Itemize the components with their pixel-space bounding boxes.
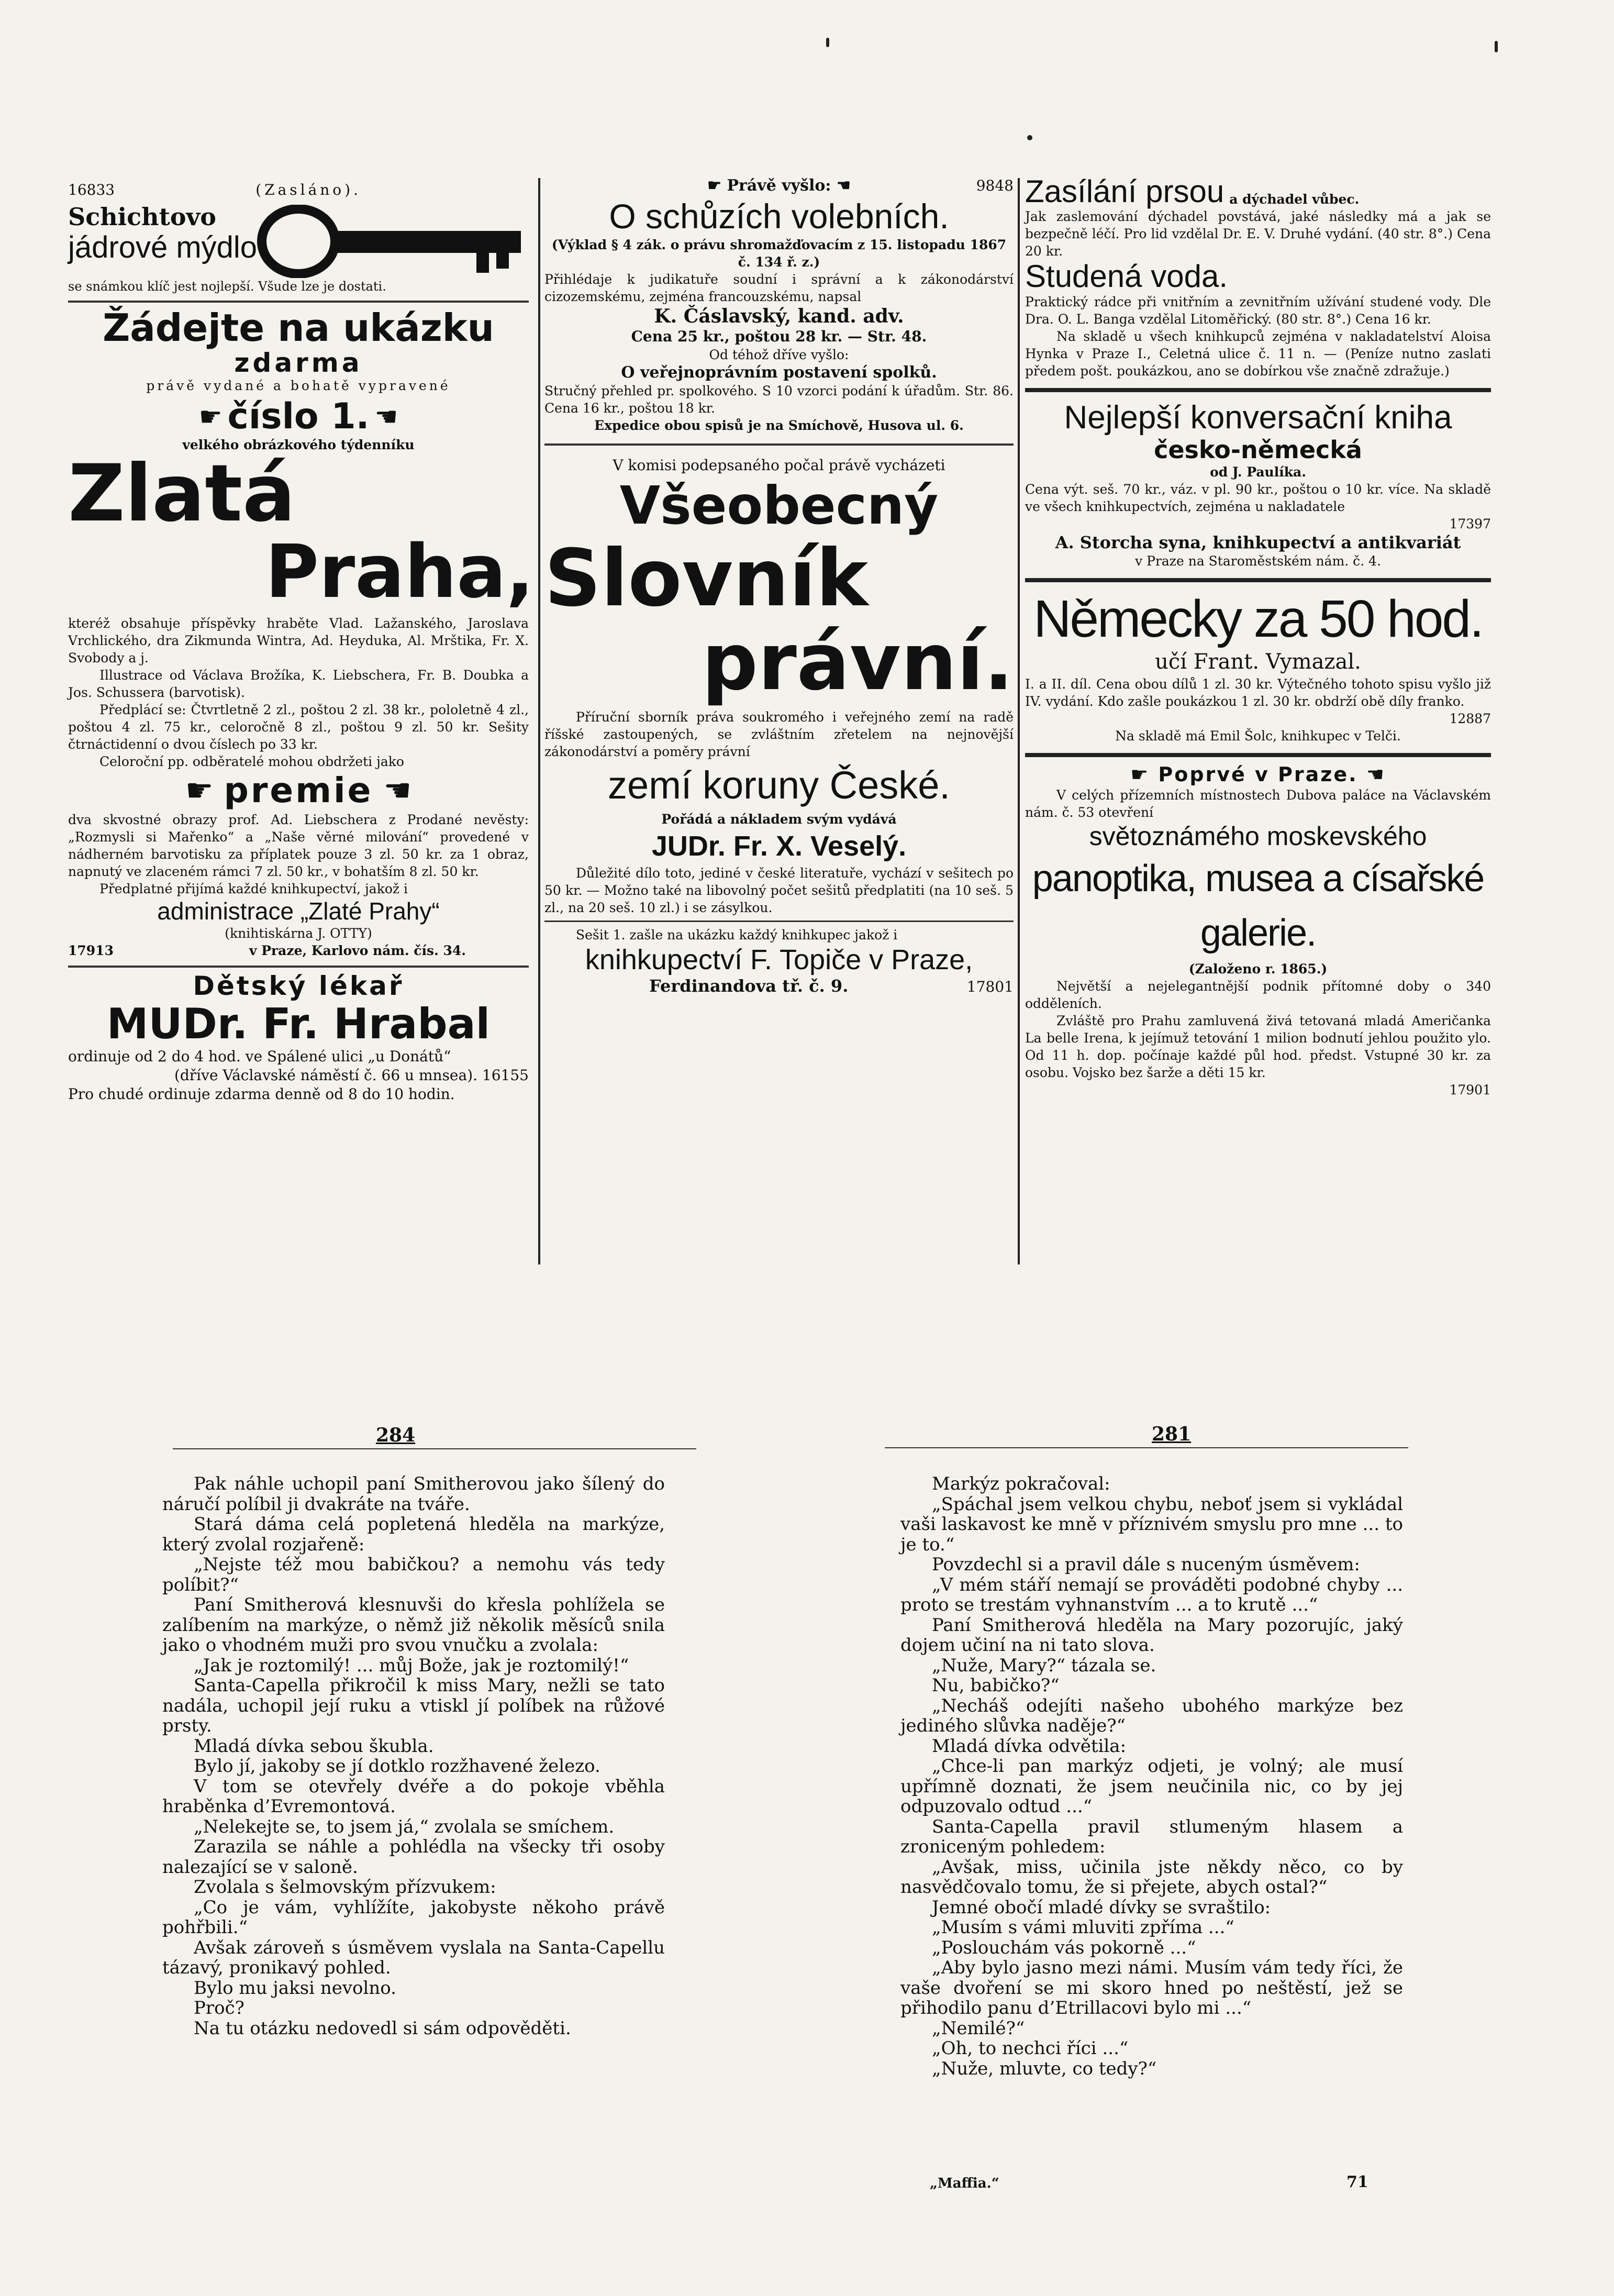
story-paragraph: Mladá dívka sebou škubla. [194, 1735, 434, 1757]
zas-text: Jak zaslemování dýchadel povstává, jaké následky má a jak se bezpečně léčí. Pro lid vzdělal Dr. E. V. Druhé vydání. (40 str. 8°.) Cena 20 kr. [1025, 209, 1491, 259]
footer-left: „Maffia.“ [930, 2176, 999, 2191]
story-rule [885, 1447, 1408, 1448]
story-paragraph: Paní Smitherová hleděla na Mary pozorujíc, jaký dojem učiní na ni tato slova. [900, 1614, 1403, 1656]
divider [1025, 388, 1491, 392]
doctor-line-2: (dříve Václavské náměstí č. 66 u mnsea). 16155 [174, 1067, 529, 1084]
story-paragraph: „Nuže, mluvte, co tedy?“ [932, 2058, 1157, 2079]
ad-tag: (Zasláno). [255, 181, 361, 198]
story-paragraph: „Nuže, Mary?“ tázala se. [932, 1655, 1156, 1676]
nem-title: Německy za 50 hod. [1033, 590, 1483, 648]
konv-address: v Praze na Staroměstském nám. č. 4. [1135, 553, 1381, 569]
story-paragraph: „Nelekejte se, to jsem já,“ zvolala se smíchem. [194, 1816, 615, 1837]
doctor-name: MUDr. Fr. Hrabal [106, 1000, 491, 1048]
pointing-hand-icon: ☛ [707, 176, 722, 195]
pan-text-2: Největší a nejelegantnější podnik přítomné doby o 340 odděleních. [1025, 979, 1491, 1011]
konv-title: Nejlepší konversační kniha [1064, 400, 1452, 436]
weekly-label: velkého obrázkového týdenníku [182, 437, 415, 452]
soap-note: se snámkou klíč jest nojlepší. Všude lze je dostati. [68, 279, 386, 294]
premie-text: dva skvostné obrazy prof. Ad. Liebschera z Prodané nevěsty: „Rozmysli si Mařenko“ a „Naše věrné milování“ provedené v nádherném barvotisku za příplatek pouze 3 zl. 50 kr. za 1 obraz, napnutý ve zlaceném rámci 7 zl. 50 kr., v bohatším 8 zl. 50 kr. [68, 812, 529, 879]
slovnik-title: Slovník [544, 533, 869, 624]
story-paragraph: „Necháš odejíti našeho ubohého markýze bez jediného slůvka naděje?“ [900, 1695, 1403, 1736]
story-paragraph: Jemné obočí mladé dívky se svraštilo: [932, 1896, 1271, 1918]
bookshop-name: knihkupectví F. Topiče v Praze, [585, 944, 973, 975]
story-right [900, 1474, 1403, 2079]
pan-founded: (Založeno r. 1865.) [1188, 961, 1328, 977]
story-paragraph: „Avšak, miss, učinila jste někdy něco, co by nasvědčovalo tomu, že si přejete, abych ostal?“ [900, 1856, 1403, 1898]
story-paragraph: Mladá dívka odvětila: [932, 1735, 1127, 1757]
story-paragraph: Avšak zároveň s úsměvem vyslala na Santa-Capellu tázavý, pronikavý pohled. [162, 1937, 665, 1978]
divider [544, 443, 1014, 446]
voda-text: Praktický rádce při vnitřním a zevnitřním užívání studené vody. Dle Dra. O. L. Banga vzdělal Litoměřický. (80 str. 8°.) Cena 16 kr. [1025, 294, 1491, 327]
street: Ferdinandova tř. č. 9. [649, 976, 849, 996]
admin-title: administrace „Zlaté Prahy“ [157, 897, 440, 925]
ad-number: 16833 [68, 181, 115, 198]
divider [68, 966, 529, 968]
page-number-left: 284 [376, 1424, 416, 1446]
zas-sub: a dýchadel vůbec. [1229, 192, 1360, 207]
pan-text-1: V celých přízemních místnostech Dubova paláce na Václavském nám. č. 53 otevření [1025, 787, 1491, 820]
story-paragraph: Markýz pokračoval: [932, 1473, 1110, 1494]
story-paragraph: Na tu otázku nedovedl si sám odpověděti. [194, 2017, 571, 2039]
pan-world: světoznámého moskevského [1089, 822, 1427, 851]
story-paragraph: „Poslouchám vás pokorně ...“ [932, 1937, 1196, 1958]
premie-title: premie [224, 770, 373, 811]
issue-number: číslo 1. [227, 396, 370, 437]
order-free: zdarma [234, 348, 363, 378]
story-paragraph: „Jak je roztomilý! ... můj Bože, jak je roztomilý!“ [194, 1655, 629, 1676]
vseobecny-title: Všeobecný [619, 475, 939, 536]
street-line [544, 976, 1014, 996]
story-paragraph: „Chce-li pan markýz odjeti, je volný; ale musí upřímně doznati, že jsem neučinila nic, co by jej odpuzovalo odtud ...“ [900, 1756, 1403, 1817]
ads-column-right [1025, 175, 1491, 1099]
issue-line [68, 397, 529, 436]
story-paragraph: Bylo jí, jakoby se jí dotklo rozžhavené železo. [194, 1756, 600, 1777]
story-paragraph: Nu, babičko?“ [932, 1675, 1060, 1696]
soap-ad [68, 199, 529, 278]
konv-price: Cena výt. seš. 70 kr., váz. v pl. 90 kr., poštou o 10 kr. více. Na skladě ve všech knihkupectvích, zejména u nakladatele [1025, 482, 1491, 514]
just-out-header [544, 175, 1014, 196]
story-paragraph: Zvolala s šelmovským přízvukem: [194, 1877, 496, 1898]
story-paragraph: Bylo mu jaksi nevolno. [194, 1977, 396, 1999]
ad-number: 17801 [966, 978, 1014, 995]
sample-text: Sešit 1. zašle na ukázku každý knihkupec jakož i [576, 927, 898, 942]
story-paragraph: „Spáchal jsem velkou chybu, neboť jsem si vykládal vaši laskavost ke mně v příznivém smyslu pro mne ... to je to.“ [900, 1493, 1403, 1555]
address: v Praze, Karlovo nám. čís. 34. [249, 943, 466, 958]
soap-ad-header [68, 181, 529, 199]
story-paragraph: Zarazila se náhle a pohlédla na všecky tři osoby nalezající se v saloně. [162, 1836, 665, 1878]
doctor-line-3: Pro chudé ordinuje zdarma denně od 8 do 10 hodin. [68, 1085, 455, 1103]
zas-header [1025, 175, 1491, 208]
story-paragraph: Proč? [194, 1998, 244, 2018]
manual-text: Příruční sborník práva soukromého i veřejného zemí na radě říšské zastoupených, se zvláštním zřetelem na nejnovější zákonodárství a poměry právní [544, 709, 1014, 759]
konv-sub: česko-německá [1154, 436, 1362, 464]
footer-right: 71 [1346, 2173, 1368, 2191]
soap-name: jádrové mýdlo [68, 230, 258, 264]
volby-title: O schůzích volebních. [609, 197, 949, 236]
ink-speck [826, 38, 829, 47]
pan-title: panoptika, musea a císařské galerie. [1032, 858, 1484, 954]
konv-publisher: A. Storcha syna, knihkupectví a antikvariát [1055, 533, 1461, 552]
pointing-hand-icon: ☛ [198, 402, 222, 432]
pointing-hand-icon: ☛ [1130, 763, 1150, 786]
volby-desc: Přihlédaje k judikatuře soudní i správní a k zákonodárství cizozemskému, zejména francouzskému, napsal [544, 272, 1014, 304]
soap-brand: Schichtovo [68, 203, 216, 231]
law-line: (Výklad § 4 zák. o právu shromažďovacím z 15. listopadu 1867 č. 134 ř. z.) [551, 237, 1007, 270]
zlata-title: Zlatá [68, 448, 296, 539]
story-paragraph: Stará dáma celá popletená hleděla na markýze, který zvolal rozjařeně: [162, 1514, 665, 1555]
pravni-title: právní. [702, 617, 1014, 708]
first-time-title: Poprvé v Praze. [1158, 763, 1358, 786]
publisher-line: Pořádá a nákladem svým vydává [661, 812, 897, 827]
story-paragraph: V tom se otevřely dvéře a do pokoje vběhla hraběnka d’Evremontová. [162, 1776, 665, 1817]
story-paragraph: Santa-Capella pravil stlumeným hlasem a zroniceným pohledem: [900, 1816, 1403, 1857]
voda-header [1025, 260, 1491, 293]
nem-store: Na skladě má Emil Šolc, knihkupec v Telči. [1115, 728, 1401, 744]
just-out-label: Právě vyšlo: [727, 176, 831, 195]
subs-text: Předplácí se: Čtvrtletně 2 zl., poštou 2 zl. 38 kr., pololetně 4 zl., poštou 4 zl. 75 kr., celoročně 8 zl., poštou 9 zl. 50 kr. Sešity čtrnáctidenní o dvou číslech po 33 kr. [68, 702, 529, 752]
ink-speck [1495, 41, 1498, 52]
voda-title: Studená voda. [1025, 259, 1228, 294]
divider [68, 301, 529, 303]
ad-number: 9848 [976, 177, 1014, 194]
nem-teacher: učí Frant. Vymazal. [1155, 650, 1361, 674]
divider [1025, 753, 1491, 757]
zemi-title: zemí koruny České. [608, 763, 950, 807]
important-text: Důležité dílo toto, jediné v české literatuře, vychází v sešitech po 50 kr. — Možno také na libovolný počet sešitů předplatiti (na 10 seš. 5 zl., na 20 seš. 10 zl.) i se zásylkou. [544, 866, 1014, 915]
story-paragraph: „Nejste též mou babičkou? a nemohu vás tedy políbit?“ [162, 1554, 665, 1595]
nem-number: 12887 [1449, 711, 1491, 726]
nem-text: I. a II. díl. Cena obou dílů 1 zl. 30 kr. Výtečného tohoto spisu vyšlo již IV. vydání. Kdo zašle poukázkou 1 zl. 30 kr. obdrží obě díly franko. [1025, 676, 1491, 709]
premie-line [68, 772, 529, 809]
story-paragraph: Pak náhle uchopil paní Smitherovou jako šílený do náručí políbil ji dvakráte na tváře. [162, 1473, 665, 1515]
story-paragraph: „Musím s vámi mluviti zpříma ...“ [932, 1917, 1234, 1938]
editor-name: JUDr. Fr. X. Veselý. [651, 830, 907, 862]
pan-text-3: Zvláště pro Prahu zamluvená živá tetovaná mladá Američanka La belle Irena, k jejímuž tetování 1 milion bodnutí jehlou použito ylo. Od 11 h. dop. počínaje každé půl hod. předst. Vstupné 30 kr. za osobu. Vojsko bez šarže a děti 15 kr. [1025, 1013, 1491, 1080]
doctor-header: Dětský lékař [193, 971, 404, 1001]
ads-column-left [68, 181, 534, 1104]
column-separator [538, 178, 540, 1265]
volby-author: K. Čáslavský, kand. adv. [654, 305, 904, 327]
ink-speck [1027, 135, 1032, 140]
pointing-hand-icon: ☚ [1366, 763, 1386, 786]
pointing-hand-icon: ☛ [185, 772, 214, 809]
story-paragraph: Paní Smitherová klesnuvši do křesla pohlížela se zalíbením na markýze, o němž již několik měsíců snila jako o vhodném muži pro svou vnučku a zvolala: [162, 1594, 665, 1656]
story-paragraph: „V mém stáří nemají se prováděti podobné chyby ... proto se trestám vyhnanstvím ... a to krutě ...“ [900, 1574, 1403, 1615]
story-paragraph: „Nemilé?“ [932, 2017, 1025, 2039]
ad-number: 17913 [68, 943, 114, 958]
orders-text: Předplatné přijímá každé knihkupectví, jakož i [99, 881, 408, 896]
divider [544, 920, 1014, 922]
second-desc: Stručný přehled pr. spolkového. S 10 vzorci podání k úřadům. Str. 86. Cena 16 kr., poštou 18 kr. [544, 383, 1014, 416]
page-number-right: 281 [1152, 1423, 1192, 1445]
second-title: O veřejnoprávním postavení spolků. [621, 363, 937, 382]
zas-title: Zasílání prsou [1025, 174, 1225, 209]
story-paragraph: „Aby bylo jasno mezi námi. Musím vám tedy říci, že vaše dvoření se mi skoro hned po neštěstí, jež se přihodilo panu d’Etrillacovi bylo mi ...“ [900, 1957, 1403, 2018]
key-icon [257, 205, 529, 278]
story-paragraph: Santa-Capella přikročil k miss Mary, nežli se tato nadála, uchopil její ruku a vtiskl jí políbek na růžové prsty. [162, 1675, 665, 1736]
printer-line: (knihtiskárna J. OTTY) [225, 926, 372, 941]
ads-column-middle [544, 175, 1014, 996]
divider [1025, 578, 1491, 582]
pointing-hand-icon: ☚ [374, 402, 398, 432]
story-paragraph: „Co je vám, vyhlížíte, jakobyste někoho právě pohřbili.“ [162, 1896, 665, 1938]
doctor-line-1: ordinuje od 2 do 4 hod. ve Spálené ulici „u Donátů“ [68, 1048, 451, 1065]
story-rule [173, 1448, 696, 1449]
order-title: Žádejte na ukázku [103, 306, 494, 350]
address-line [68, 942, 529, 959]
story-paragraph: „Oh, to nechci říci ...“ [932, 2038, 1129, 2059]
contrib-text: kteréž obsahuje příspěvky hraběte Vlad. Lažanského, Jaroslava Vrchlického, dra Zikmunda Wintra, Ad. Heyduka, Al. Mrštika, Fr. X. Svobody a j. [68, 616, 529, 665]
story-left [162, 1474, 665, 2038]
konv-author: od J. Paulíka. [1210, 464, 1306, 480]
pan-number: 17901 [1449, 1082, 1491, 1097]
voda-store: Na skladě u všech knihkupců zejména v nakladatelství Aloisa Hynka v Praze I., Celetná ulice č. 11 n. — (Peníze nutno zaslati předem pošt. poukázkou, ano se dobírkou vše značně zdražuje.) [1025, 329, 1491, 379]
illus-text: Illustrace od Václava Brožíka, K. Liebschera, Fr. B. Doubka a Jos. Schussera (barvotisk). [68, 668, 529, 700]
praha-title: Praha, [265, 529, 534, 615]
pointing-hand-icon: ☚ [383, 772, 412, 809]
commission-line: V komisi podepsaného počal právě vycházeti [613, 457, 945, 474]
expedition-line: Expedice obou spisů je na Smíchově, Husova ul. 6. [594, 418, 964, 433]
konv-number: 17397 [1449, 516, 1491, 531]
volby-price: Cena 25 kr., poštou 28 kr. — Str. 48. [631, 328, 927, 345]
story-paragraph: Povzdechl si a pravil dále s nuceným úsměvem: [932, 1554, 1360, 1575]
yearly-text: Celoroční pp. odběratelé mohou obdržeti jako [99, 754, 404, 769]
pointing-hand-icon: ☚ [836, 176, 851, 195]
earlier-label: Od téhož dříve vyšlo: [709, 347, 849, 362]
column-separator [1018, 178, 1020, 1265]
order-sub: právě vydané a bohatě vypravené [146, 378, 451, 393]
